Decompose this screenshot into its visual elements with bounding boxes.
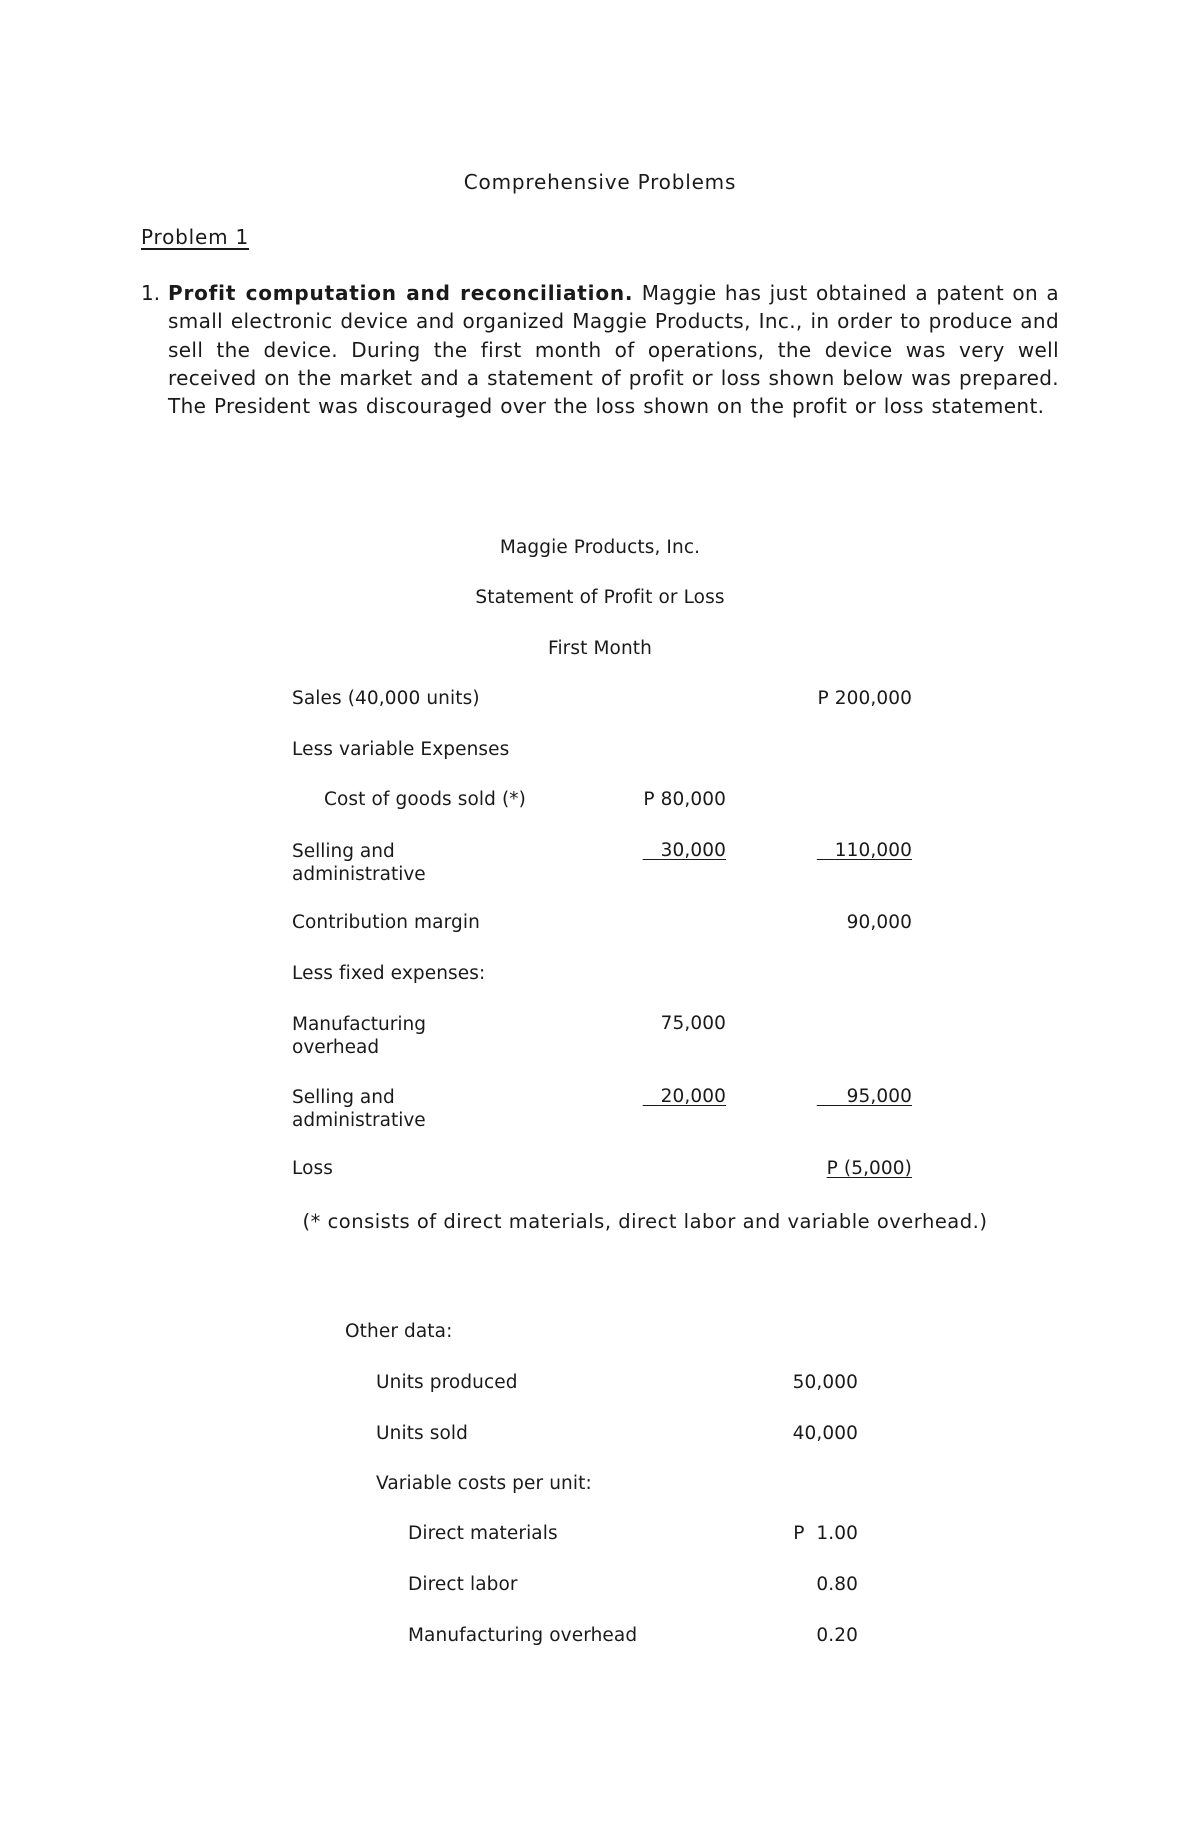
sales-label: Sales (40,000 units)	[292, 688, 480, 709]
units-sold-value: 40,000	[792, 1423, 858, 1444]
contribution-amount: 90,000	[846, 912, 912, 933]
less-fixed-label: Less fixed expenses:	[292, 963, 486, 984]
company-name: Maggie Products, Inc.	[499, 537, 701, 558]
fixed-expenses-total: 95,000	[846, 1086, 912, 1107]
variable-sa-label	[292, 840, 539, 886]
mfg-overhead-label-line2: overhead	[292, 1037, 380, 1058]
variable-sa-label-line1: Selling and	[292, 841, 395, 862]
statement-footnote: (* consists of direct materials, direct labor and variable overhead.)	[302, 1210, 988, 1233]
mfg-overhead-amount: 75,000	[660, 1013, 726, 1034]
units-sold-label: Units sold	[376, 1423, 469, 1444]
loss-amount: P (5,000)	[826, 1158, 912, 1179]
problem-lead: Profit computation and reconciliation.	[168, 281, 634, 305]
fixed-sa-label-line2: administrative	[292, 1110, 426, 1131]
manufacturing-overhead-label: Manufacturing overhead	[408, 1625, 638, 1646]
units-produced-value: 50,000	[792, 1372, 858, 1393]
direct-materials-value: P 1.00	[793, 1523, 858, 1544]
direct-materials-label: Direct materials	[408, 1523, 558, 1544]
mfg-overhead-label-line1: Manufacturing	[292, 1014, 426, 1035]
variable-costs-heading: Variable costs per unit:	[376, 1473, 592, 1494]
problem-text: Maggie has just obtained a patent on a small electronic device and organized Maggie Products, Inc., in order to produce and sell the device. During the first month of operations, the device was very well received on the market and a statement of profit or loss shown below was prepared. The President was discouraged over the loss shown on the profit or loss statement.	[168, 281, 1059, 419]
statement-name: Statement of Profit or Loss	[475, 587, 725, 608]
statement-period: First Month	[548, 638, 652, 659]
other-data-heading: Other data:	[345, 1321, 453, 1342]
sales-total: P 200,000	[817, 688, 912, 709]
document-title: Comprehensive Problems	[463, 170, 737, 194]
problem-paragraph	[168, 279, 1059, 420]
cogs-label: Cost of goods sold (*)	[324, 789, 526, 810]
units-produced-label: Units produced	[376, 1372, 518, 1393]
variable-expenses-total: 110,000	[834, 840, 912, 861]
problem-heading: Problem 1	[141, 225, 250, 249]
fixed-sa-amount: 20,000	[660, 1086, 726, 1107]
variable-sa-amount: 30,000	[660, 840, 726, 861]
fixed-sa-label-line1: Selling and	[292, 1087, 395, 1108]
mfg-overhead-label	[292, 1013, 539, 1059]
direct-labor-label: Direct labor	[408, 1574, 518, 1595]
less-variable-label: Less variable Expenses	[292, 739, 510, 760]
direct-labor-value: 0.80	[816, 1574, 858, 1595]
cogs-amount: P 80,000	[643, 789, 726, 810]
variable-sa-label-line2: administrative	[292, 864, 426, 885]
item-number: 1.	[141, 281, 161, 305]
contribution-label: Contribution margin	[292, 912, 480, 933]
manufacturing-overhead-value: 0.20	[816, 1625, 858, 1646]
loss-label: Loss	[292, 1158, 333, 1179]
fixed-sa-label	[292, 1086, 539, 1132]
